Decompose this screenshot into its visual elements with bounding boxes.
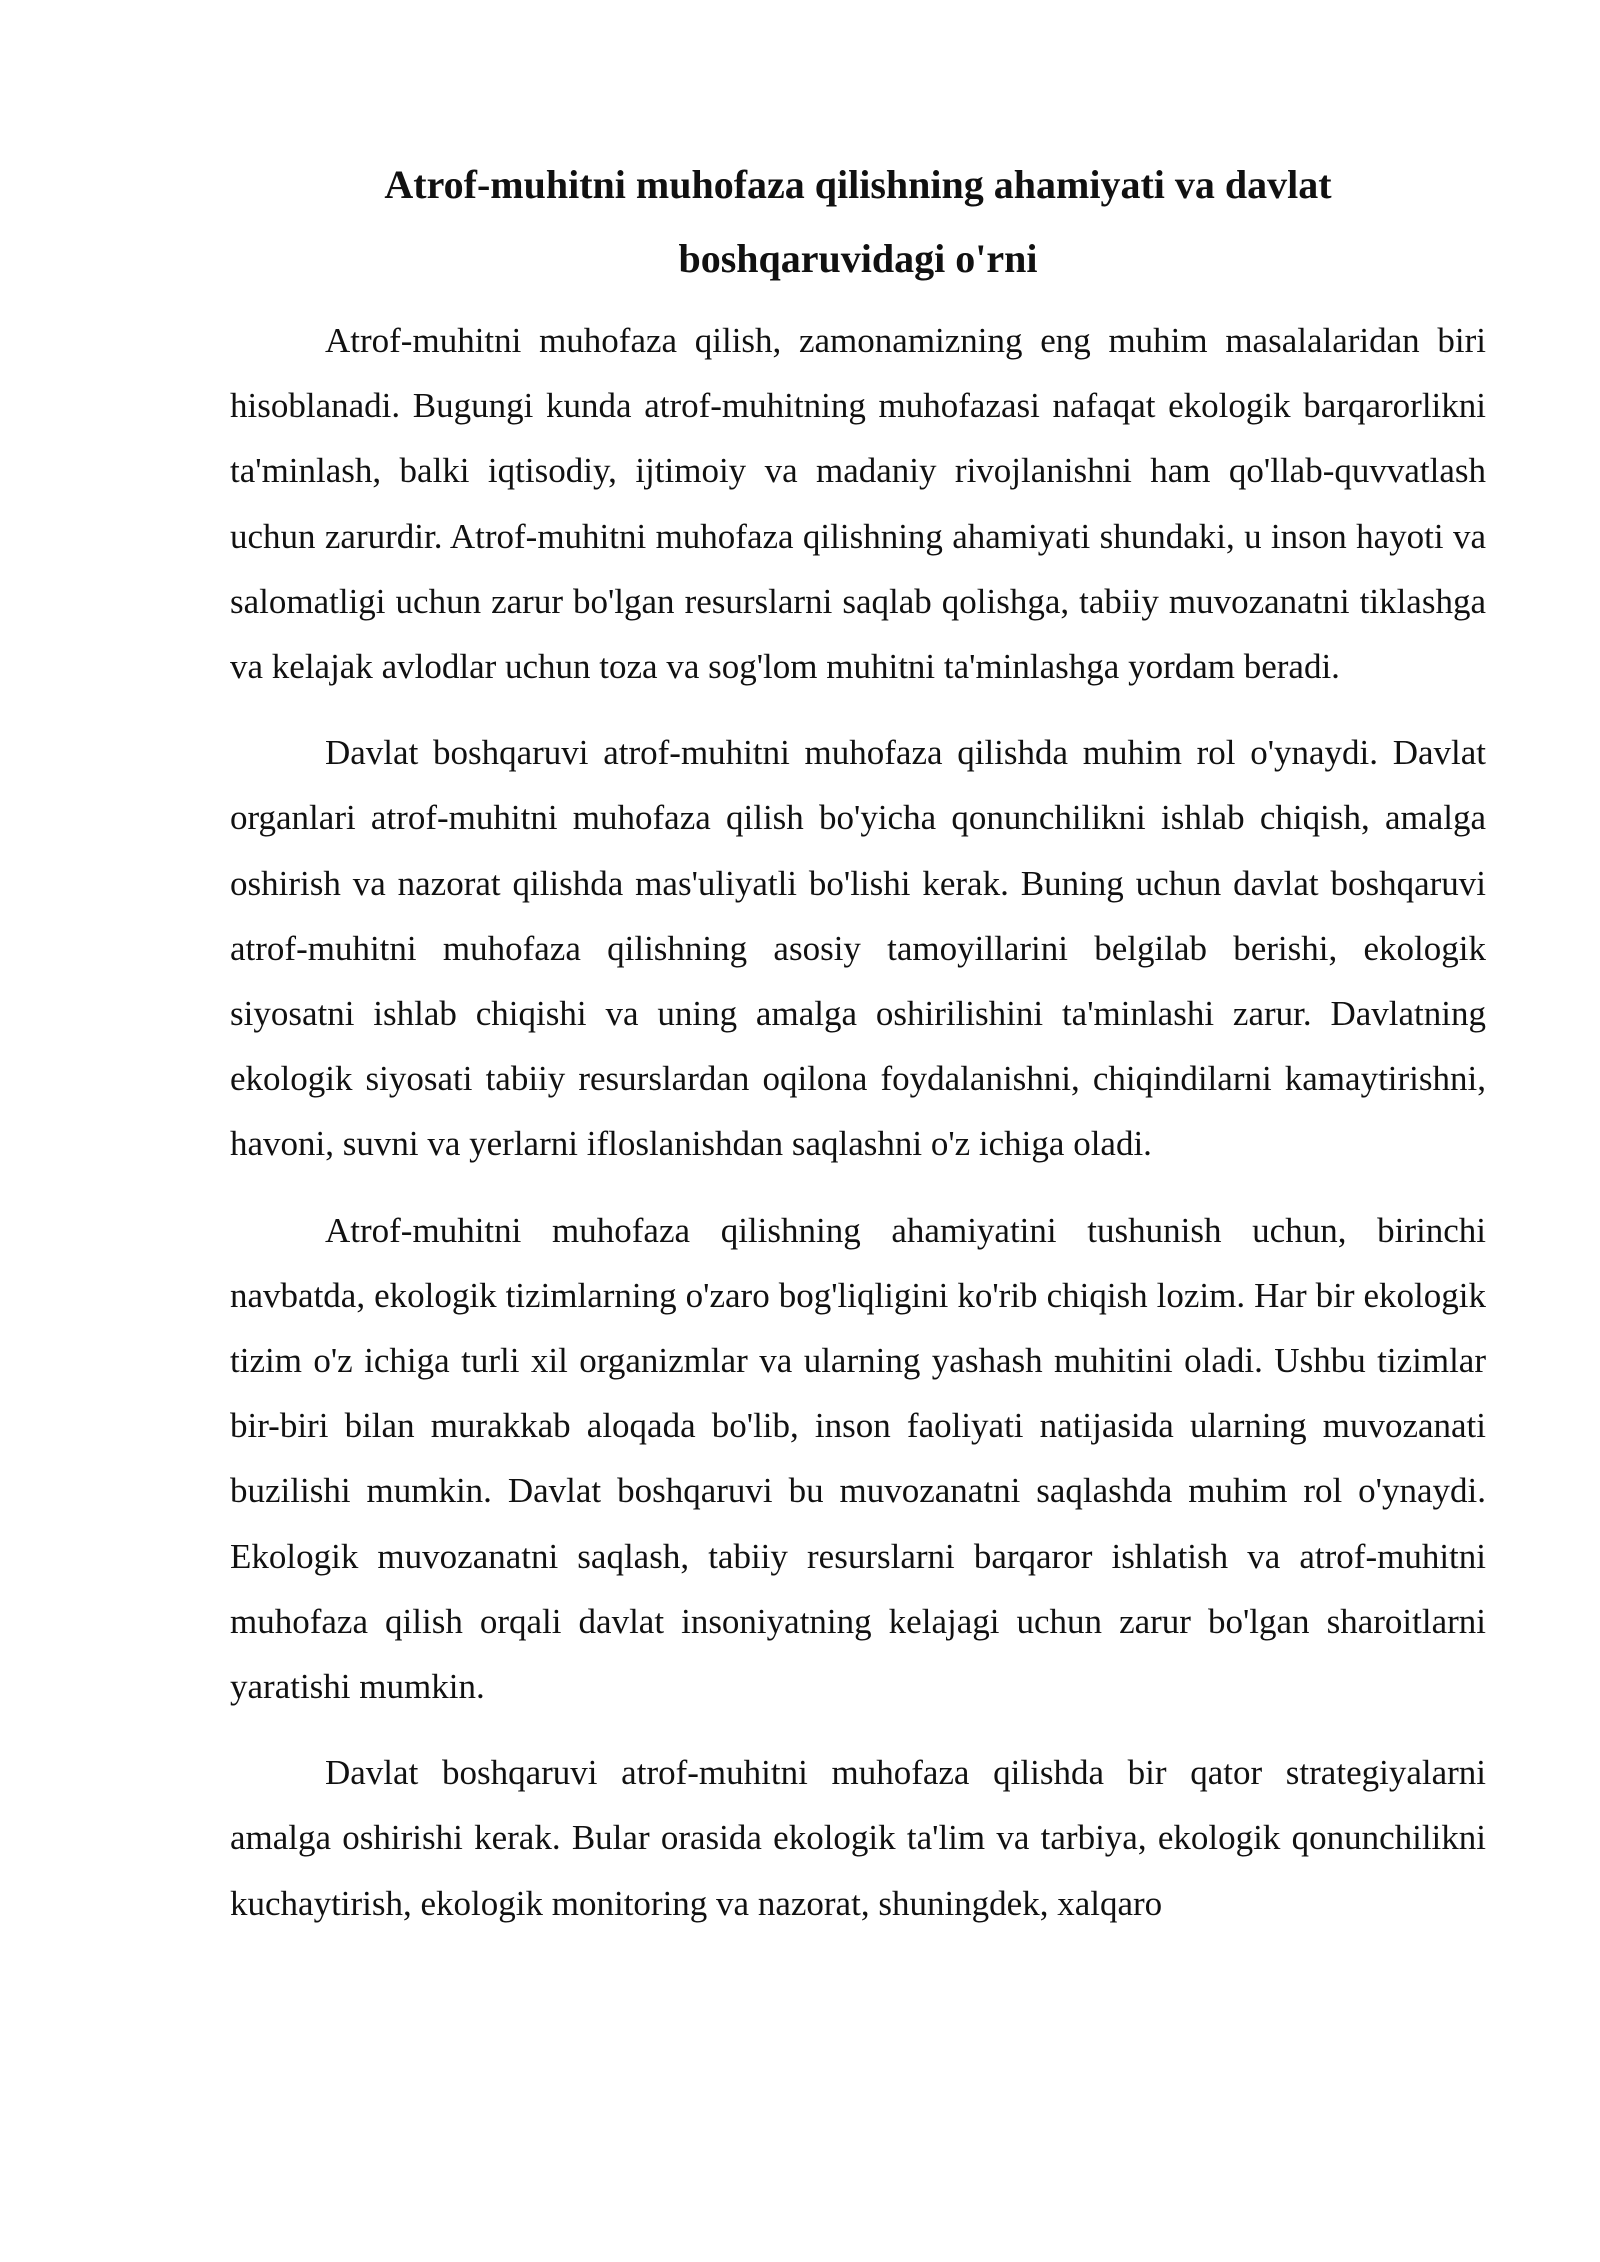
document-title xyxy=(230,148,1486,296)
paragraph-2: Davlat boshqaruvi atrof-muhitni muhofaza qilishda muhim rol o'ynaydi. Davlat organlari atrof-muhitni muhofaza qilish bo'yicha qonunchilikni ishlab chiqish, amalga oshirish va nazorat qilishda mas'uliyatli bo'lishi kerak. Buning uchun davlat boshqaruvi atrof-muhitni muhofaza qilishning asosiy tamoyillarini belgilab berishi, ekologik siyosatni ishlab chiqishi va uning amalga oshirilishini ta'minlashi zarur. Davlatning ekologik siyosati tabiiy resurslardan oqilona foydalanishni, chiqindilarni kamaytirishni, havoni, suvni va yerlarni ifloslanishdan saqlashni o'z ichiga oladi. xyxy=(230,733,1486,1164)
title-line-1: Atrof-muhitni muhofaza qilishning ahamiyati va davlat xyxy=(384,162,1332,207)
paragraph-3: Atrof-muhitni muhofaza qilishning ahamiyatini tushunish uchun, birinchi navbatda, ekologik tizimlarning o'zaro bog'liqligini ko'rib chiqish lozim. Har bir ekologik tizim o'z ichiga turli xil organizmlar va ularning yashash muhitini oladi. Ushbu tizimlar bir-biri bilan murakkab aloqada bo'lib, inson faoliyati natijasida ularning muvozanati buzilishi mumkin. Davlat boshqaruvi bu muvozanatni saqlashda muhim rol o'ynaydi. Ekologik muvozanatni saqlash, tabiiy resurslarni barqaror ishlatish va atrof-muhitni muhofaza qilish orqali davlat insoniyatning kelajagi uchun zarur bo'lgan sharoitlarni yaratishi mumkin. xyxy=(230,1210,1486,1707)
title-line-2: boshqaruvidagi o'rni xyxy=(678,236,1038,281)
paragraph-1: Atrof-muhitni muhofaza qilish, zamonamizning eng muhim masalalaridan biri hisoblanadi. Bugungi kunda atrof-muhitning muhofazasi nafaqat ekologik barqarorlikni ta'minlash, balki iqtisodiy, ijtimoiy va madaniy rivojlanishni ham qo'llab-quvvatlash uchun zarurdir. Atrof-muhitni muhofaza qilishning ahamiyati shundaki, u inson hayoti va salomatligi uchun zarur bo'lgan resurslarni saqlab qolishga, tabiiy muvozanatni tiklashga va kelajak avlodlar uchun toza va sog'lom muhitni ta'minlashga yordam beradi. xyxy=(230,321,1486,687)
paragraph-4: Davlat boshqaruvi atrof-muhitni muhofaza qilishda bir qator strategiyalarni amalga oshirishi kerak. Bular orasida ekologik ta'lim va tarbiya, ekologik qonunchilikni kuchaytirish, ekologik monitoring va nazorat, shuningdek, xalqaro xyxy=(230,1753,1486,1923)
document-body xyxy=(230,148,1486,1936)
